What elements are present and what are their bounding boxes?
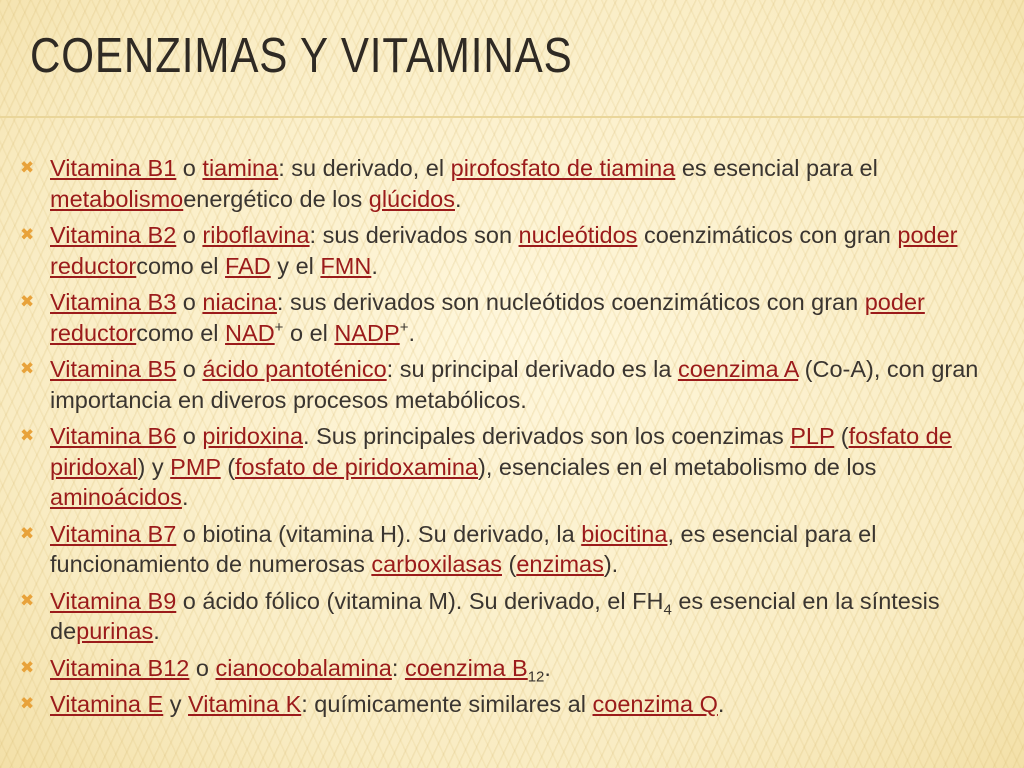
- link-vitamina-e[interactable]: Vitamina E: [50, 691, 164, 717]
- item-text: o: [176, 289, 203, 315]
- title-divider: [0, 116, 1024, 118]
- item-text: . Sus principales derivados son los coenzimas: [303, 423, 791, 449]
- link-acido-pantotenico[interactable]: ácido pantoténico: [202, 356, 387, 382]
- bullet-x-icon: ✖: [20, 657, 35, 677]
- list-item-e-k: [18, 689, 1008, 720]
- link-piridoxina[interactable]: piridoxina: [202, 423, 304, 449]
- link-enzimas[interactable]: enzimas: [516, 551, 604, 577]
- vitamin-list: [18, 153, 1008, 726]
- superscript: +: [399, 318, 409, 336]
- item-text: .: [454, 185, 462, 212]
- link-aminoacidos[interactable]: aminoácidos: [50, 484, 182, 510]
- item-text: .: [181, 484, 189, 510]
- item-text: coenzimáticos con gran: [637, 222, 898, 248]
- item-text: : sus derivados son nucleótidos coenzimáticos con gran: [276, 289, 865, 315]
- link-coenzima-a[interactable]: coenzima A: [677, 356, 799, 382]
- link-vitamina-b7[interactable]: Vitamina B7: [50, 520, 177, 547]
- item-text: ).: [603, 551, 619, 577]
- link-vitamina-b3[interactable]: Vitamina B3: [50, 289, 177, 315]
- item-text: y: [163, 691, 189, 717]
- link-fosfato-de-piridoxamina[interactable]: fosfato de piridoxamina: [235, 453, 479, 480]
- list-item-b5: [18, 354, 1008, 415]
- item-text: o: [176, 222, 203, 248]
- link-vitamina-b5[interactable]: Vitamina B5: [50, 356, 177, 382]
- bullet-x-icon: ✖: [20, 694, 35, 713]
- link-purinas[interactable]: purinas: [76, 618, 154, 644]
- item-text: .: [717, 691, 725, 717]
- link-fad[interactable]: FAD: [225, 252, 271, 279]
- item-text: como el: [136, 252, 226, 279]
- list-item-b7: [18, 519, 1008, 580]
- link-vitamina-b2[interactable]: Vitamina B2: [50, 222, 177, 248]
- item-text: .: [371, 252, 378, 279]
- link-coenzima-b12[interactable]: coenzima B: [404, 654, 528, 681]
- item-text: o: [189, 654, 216, 681]
- link-glucidos[interactable]: glúcidos: [368, 185, 455, 212]
- link-biocitina[interactable]: biocitina: [581, 520, 668, 547]
- bullet-x-icon: ✖: [20, 158, 35, 177]
- item-text: .: [408, 319, 415, 346]
- item-text: : su principal derivado es la: [386, 356, 678, 382]
- bullet-x-icon: ✖: [20, 359, 35, 378]
- link-pmp[interactable]: PMP: [170, 453, 221, 480]
- link-plp[interactable]: PLP: [790, 423, 835, 449]
- link-nucleotidos[interactable]: nucleótidos: [518, 222, 638, 248]
- item-text: o biotina (vitamina H). Su derivado, la: [176, 520, 582, 547]
- item-text: (: [834, 423, 849, 449]
- link-vitamina-k[interactable]: Vitamina K: [188, 691, 302, 717]
- item-text: .: [153, 618, 160, 644]
- bullet-x-icon: ✖: [20, 225, 35, 244]
- bullet-x-icon: ✖: [20, 590, 35, 610]
- link-carboxilasas[interactable]: carboxilasas: [371, 551, 502, 577]
- slide-title: COENZIMAS Y VITAMINAS: [30, 29, 573, 83]
- item-text: ) y: [137, 453, 171, 480]
- link-vitamina-b6[interactable]: Vitamina B6: [50, 423, 177, 449]
- list-item-b3: [18, 287, 1008, 348]
- link-cianocobalamina[interactable]: cianocobalamina: [215, 654, 392, 681]
- item-text: , es esencial para el funcionamiento de numerosas: [50, 520, 877, 577]
- item-text: es esencial en la síntesis de: [50, 587, 940, 644]
- link-metabolismo[interactable]: metabolismo: [50, 185, 184, 212]
- item-text: (: [501, 551, 517, 577]
- link-poder-reductor[interactable]: poder reductor: [50, 222, 958, 279]
- item-text: o: [176, 423, 203, 449]
- list-item-b12: [18, 653, 1008, 684]
- item-text: y el: [270, 252, 321, 279]
- item-text: o: [176, 155, 203, 181]
- item-text: o: [176, 356, 203, 382]
- link-fosfato-de-piridoxal[interactable]: fosfato de piridoxal: [50, 423, 952, 480]
- link-coenzima-q[interactable]: coenzima Q: [592, 691, 718, 717]
- item-text: .: [544, 654, 551, 681]
- link-fmn[interactable]: FMN: [320, 252, 372, 279]
- item-text: como el: [136, 319, 226, 346]
- item-text: ), esenciales en el metabolismo de los: [478, 453, 877, 480]
- item-text: : químicamente similares al: [301, 691, 593, 717]
- link-vitamina-b9[interactable]: Vitamina B9: [50, 587, 177, 614]
- list-item-b6: [18, 421, 1008, 513]
- link-vitamina-b1[interactable]: Vitamina B1: [50, 155, 177, 181]
- list-item-b2: [18, 220, 1008, 281]
- link-nad[interactable]: NAD: [225, 319, 275, 346]
- bullet-x-icon: ✖: [20, 292, 35, 311]
- link-pirofosfato-de-tiamina[interactable]: pirofosfato de tiamina: [450, 155, 676, 181]
- item-text: es esencial para el: [675, 155, 878, 181]
- link-riboflavina[interactable]: riboflavina: [202, 222, 310, 248]
- item-text: : su derivado, el: [278, 155, 451, 181]
- item-text: o ácido fólico (vitamina M). Su derivado, el FH: [176, 587, 664, 614]
- superscript: +: [274, 318, 284, 336]
- bullet-x-icon: ✖: [20, 426, 35, 445]
- item-text: (: [220, 453, 236, 480]
- link-vitamina-b12[interactable]: Vitamina B12: [50, 654, 190, 681]
- subscript: 4: [663, 601, 672, 619]
- item-text: (Co-A), con gran importancia en diveros procesos metabólicos.: [50, 356, 979, 413]
- list-item-b9: [18, 586, 1008, 647]
- list-item-b1: [18, 153, 1008, 214]
- item-text: : sus derivados son: [309, 222, 519, 248]
- link-niacina[interactable]: niacina: [202, 289, 277, 315]
- link-nadp[interactable]: NADP: [334, 319, 400, 346]
- item-text: o el: [283, 319, 335, 346]
- item-text: energético de los: [183, 185, 369, 212]
- link-tiamina[interactable]: tiamina: [202, 155, 279, 181]
- subscript: 12: [527, 668, 545, 686]
- bullet-x-icon: ✖: [20, 523, 35, 543]
- link-poder-reductor[interactable]: poder reductor: [50, 289, 925, 346]
- item-text: :: [391, 654, 405, 681]
